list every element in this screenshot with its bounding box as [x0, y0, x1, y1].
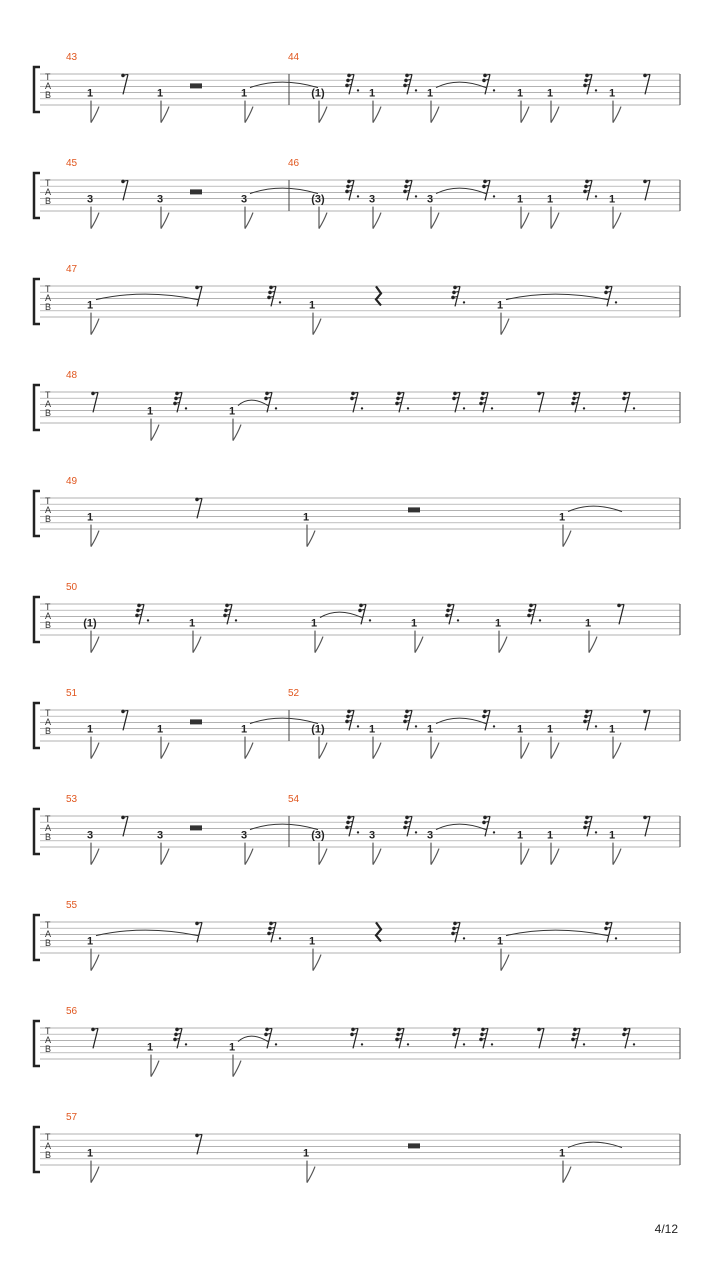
fret-number: 1 — [516, 723, 524, 736]
tab-staff — [0, 582, 720, 688]
note-flag — [161, 849, 169, 865]
tab-clef-letter: B — [45, 1044, 52, 1054]
rest-16th — [264, 392, 277, 413]
rest-16th — [350, 1028, 363, 1049]
rest-8th — [643, 180, 650, 201]
fret-number: (1) — [83, 617, 97, 630]
tab-clef-letter: T — [45, 920, 51, 930]
fret-number: 1 — [156, 87, 164, 100]
tie-arc — [436, 188, 486, 194]
fret-number: 1 — [608, 829, 616, 842]
tab-clef-letter: T — [45, 390, 51, 400]
rest-32nd — [403, 180, 417, 201]
note-flag — [313, 955, 321, 971]
system-bracket — [34, 385, 40, 430]
rest-32nd — [395, 392, 409, 413]
fret-number: 1 — [368, 723, 376, 736]
tie-arc — [506, 294, 608, 300]
note-flag — [245, 743, 253, 759]
rest-32nd — [445, 604, 459, 625]
measure-number: 51 — [66, 688, 78, 699]
fret-number: 1 — [146, 405, 154, 418]
note-flag — [589, 637, 597, 653]
tab-clef-letter: B — [45, 514, 52, 524]
note-flag — [431, 849, 439, 865]
system-bracket — [34, 809, 40, 854]
tab-clef-letter: A — [45, 293, 52, 303]
rest-16th — [604, 286, 617, 307]
tab-clef-letter: T — [45, 178, 51, 188]
fret-number: 1 — [240, 723, 248, 736]
tab-clef-letter: A — [45, 187, 52, 197]
note-flag — [91, 1167, 99, 1183]
rest-16th — [482, 710, 495, 731]
tab-clef-letter: A — [45, 823, 52, 833]
note-flag — [431, 743, 439, 759]
tab-clef-letter: A — [45, 1141, 52, 1151]
tab-staff — [0, 158, 720, 264]
rest-32nd — [345, 710, 359, 731]
tab-clef-letter: A — [45, 1035, 52, 1045]
tie-arc — [436, 718, 486, 724]
note-flag — [91, 107, 99, 123]
fret-number: 1 — [410, 617, 418, 630]
fret-number: 3 — [156, 829, 164, 842]
rest-32nd — [583, 816, 597, 837]
fret-number: 1 — [302, 1147, 310, 1160]
tab-clef-letter: A — [45, 399, 52, 409]
rest-16th — [350, 392, 363, 413]
fret-number: (1) — [311, 723, 325, 736]
fret-number: 1 — [608, 87, 616, 100]
tab-staff — [0, 370, 720, 476]
measure-number: 53 — [66, 794, 78, 805]
note-flag — [315, 637, 323, 653]
note-flag — [319, 107, 327, 123]
note-flag — [233, 1061, 241, 1077]
tab-system — [0, 688, 720, 794]
measure-number: 46 — [288, 158, 300, 169]
measure-number: 55 — [66, 900, 78, 911]
tab-staff — [0, 900, 720, 1006]
note-flag — [501, 319, 509, 335]
fret-number: 1 — [516, 829, 524, 842]
tie-arc — [568, 506, 622, 512]
rest-32nd — [403, 710, 417, 731]
fret-number: 1 — [188, 617, 196, 630]
measure-number: 43 — [66, 52, 78, 63]
tie-arc — [238, 400, 268, 406]
rest-8th — [121, 710, 128, 731]
tab-system — [0, 794, 720, 900]
note-flag — [91, 319, 99, 335]
tab-clef-letter: B — [45, 1150, 52, 1160]
fret-number: 1 — [546, 723, 554, 736]
tab-system — [0, 582, 720, 688]
fret-number: 1 — [228, 1041, 236, 1054]
rest-half — [190, 825, 202, 830]
note-flag — [373, 107, 381, 123]
measure-number: 49 — [66, 476, 78, 487]
rest-8th — [91, 392, 98, 413]
rest-16th — [452, 392, 465, 413]
tab-staff — [0, 52, 720, 158]
tab-clef-letter: T — [45, 496, 51, 506]
note-flag — [151, 425, 159, 441]
fret-number: 1 — [86, 299, 94, 312]
tab-clef-letter: B — [45, 938, 52, 948]
tab-staff — [0, 1112, 720, 1218]
tie-arc — [96, 930, 198, 936]
note-flag — [193, 637, 201, 653]
note-flag — [415, 637, 423, 653]
rest-8th — [537, 1028, 544, 1049]
rest-8th — [643, 710, 650, 731]
fret-number: 1 — [310, 617, 318, 630]
note-flag — [91, 849, 99, 865]
tab-staff — [0, 476, 720, 582]
rest-half — [408, 1143, 420, 1148]
rest-32nd — [267, 286, 281, 307]
fret-number: 1 — [86, 1147, 94, 1160]
tab-staff — [0, 1006, 720, 1112]
rest-32nd — [583, 74, 597, 95]
tie-arc — [250, 82, 318, 88]
rest-8th — [121, 816, 128, 837]
tab-staff — [0, 688, 720, 794]
fret-number: 1 — [546, 87, 554, 100]
rest-16th — [622, 1028, 635, 1049]
fret-number: 3 — [156, 193, 164, 206]
system-bracket — [34, 915, 40, 960]
note-flag — [563, 531, 571, 547]
rest-32nd — [267, 922, 281, 943]
tab-clef-letter: B — [45, 832, 52, 842]
measure-number: 56 — [66, 1006, 78, 1017]
rest-8th — [643, 74, 650, 95]
note-flag — [373, 849, 381, 865]
note-flag — [551, 213, 559, 229]
fret-number: 1 — [426, 87, 434, 100]
tie-arc — [436, 824, 486, 830]
rest-32nd — [135, 604, 149, 625]
tie-arc — [96, 294, 198, 300]
tab-system — [0, 52, 720, 158]
note-flag — [91, 637, 99, 653]
fret-number: 3 — [368, 829, 376, 842]
tie-arc — [250, 824, 318, 830]
fret-number: (3) — [311, 193, 325, 206]
note-flag — [161, 107, 169, 123]
note-flag — [91, 531, 99, 547]
measure-number: 48 — [66, 370, 78, 381]
tie-arc — [506, 930, 608, 936]
rest-half — [190, 189, 202, 194]
tab-clef-letter: T — [45, 1026, 51, 1036]
fret-number: 1 — [608, 193, 616, 206]
fret-number: 3 — [426, 193, 434, 206]
fret-number: 1 — [546, 193, 554, 206]
note-flag — [613, 107, 621, 123]
fret-number: 1 — [496, 299, 504, 312]
measure-number: 52 — [288, 688, 300, 699]
fret-number: 1 — [546, 829, 554, 842]
rest-32nd — [403, 816, 417, 837]
fret-number: (3) — [311, 829, 325, 842]
tab-clef-letter: B — [45, 196, 52, 206]
fret-number: 3 — [86, 193, 94, 206]
rest-32nd — [479, 392, 493, 413]
note-flag — [373, 743, 381, 759]
tie-arc — [320, 612, 362, 618]
rest-32nd — [583, 710, 597, 731]
rest-32nd — [583, 180, 597, 201]
tie-arc — [436, 82, 486, 88]
fret-number: 1 — [494, 617, 502, 630]
fret-number: 1 — [308, 935, 316, 948]
rest-half — [190, 83, 202, 88]
fret-number: 1 — [584, 617, 592, 630]
rest-16th — [482, 816, 495, 837]
note-flag — [521, 107, 529, 123]
note-flag — [613, 743, 621, 759]
system-bracket — [34, 1127, 40, 1172]
tab-staff — [0, 794, 720, 900]
note-flag — [319, 213, 327, 229]
fret-number: 1 — [558, 1147, 566, 1160]
measure-number: 47 — [66, 264, 78, 275]
tie-arc — [238, 1036, 268, 1042]
tab-clef-letter: A — [45, 81, 52, 91]
measure-number: 57 — [66, 1112, 78, 1123]
system-bracket — [34, 597, 40, 642]
tab-system — [0, 476, 720, 582]
rest-8th — [195, 286, 202, 307]
fret-number: 3 — [240, 193, 248, 206]
rest-32nd — [395, 1028, 409, 1049]
rest-half — [408, 507, 420, 512]
fret-number: 1 — [308, 299, 316, 312]
tie-arc — [568, 1142, 622, 1148]
note-flag — [91, 213, 99, 229]
tab-clef-letter: A — [45, 611, 52, 621]
rest-32nd — [345, 74, 359, 95]
system-bracket — [34, 67, 40, 112]
tab-clef-letter: T — [45, 814, 51, 824]
tab-clef-letter: A — [45, 505, 52, 515]
tab-clef-letter: T — [45, 1132, 51, 1142]
tab-clef-letter: B — [45, 90, 52, 100]
tab-clef-letter: B — [45, 302, 52, 312]
tab-clef-letter: T — [45, 708, 51, 718]
measure-number: 44 — [288, 52, 300, 63]
fret-number: 3 — [86, 829, 94, 842]
rest-8th — [91, 1028, 98, 1049]
note-flag — [431, 107, 439, 123]
fret-number: 1 — [496, 935, 504, 948]
rest-32nd — [479, 1028, 493, 1049]
rest-32nd — [403, 74, 417, 95]
note-flag — [521, 743, 529, 759]
note-flag — [613, 849, 621, 865]
rest-16th — [264, 1028, 277, 1049]
tab-clef-letter: B — [45, 408, 52, 418]
note-flag — [521, 213, 529, 229]
note-flag — [245, 213, 253, 229]
fret-number: 3 — [240, 829, 248, 842]
note-flag — [233, 425, 241, 441]
tab-staff — [0, 264, 720, 370]
fret-number: 1 — [426, 723, 434, 736]
rest-quarter — [376, 922, 381, 941]
note-flag — [319, 849, 327, 865]
note-flag — [551, 743, 559, 759]
note-flag — [307, 531, 315, 547]
note-flag — [245, 849, 253, 865]
page-number: 4/12 — [654, 1222, 678, 1236]
note-flag — [563, 1167, 571, 1183]
fret-number: (1) — [311, 87, 325, 100]
note-flag — [521, 849, 529, 865]
rest-8th — [195, 498, 202, 519]
tab-clef-letter: B — [45, 726, 52, 736]
note-flag — [431, 213, 439, 229]
fret-number: 1 — [156, 723, 164, 736]
fret-number: 1 — [146, 1041, 154, 1054]
note-flag — [151, 1061, 159, 1077]
tie-arc — [250, 718, 318, 724]
rest-8th — [121, 180, 128, 201]
rest-32nd — [571, 1028, 585, 1049]
rest-16th — [604, 922, 617, 943]
note-flag — [161, 743, 169, 759]
tab-system — [0, 370, 720, 476]
note-flag — [161, 213, 169, 229]
fret-number: 1 — [86, 87, 94, 100]
rest-8th — [121, 74, 128, 95]
note-flag — [307, 1167, 315, 1183]
system-bracket — [34, 703, 40, 748]
measure-number: 45 — [66, 158, 78, 169]
fret-number: 1 — [516, 193, 524, 206]
tab-system — [0, 264, 720, 370]
tab-clef-letter: T — [45, 72, 51, 82]
note-flag — [313, 319, 321, 335]
rest-8th — [195, 1134, 202, 1155]
rest-16th — [358, 604, 371, 625]
system-bracket — [34, 491, 40, 536]
rest-32nd — [451, 286, 465, 307]
rest-quarter — [376, 286, 381, 305]
note-flag — [501, 955, 509, 971]
fret-number: 1 — [516, 87, 524, 100]
fret-number: 1 — [86, 511, 94, 524]
fret-number: 1 — [240, 87, 248, 100]
tab-clef-letter: T — [45, 602, 51, 612]
measure-number: 50 — [66, 582, 78, 593]
note-flag — [551, 849, 559, 865]
rest-16th — [482, 74, 495, 95]
rest-32nd — [223, 604, 237, 625]
note-flag — [613, 213, 621, 229]
tab-system — [0, 1006, 720, 1112]
fret-number: 1 — [228, 405, 236, 418]
rest-8th — [643, 816, 650, 837]
fret-number: 1 — [558, 511, 566, 524]
tab-system — [0, 158, 720, 264]
note-flag — [551, 107, 559, 123]
tab-system — [0, 1112, 720, 1218]
rest-8th — [617, 604, 624, 625]
fret-number: 1 — [608, 723, 616, 736]
system-bracket — [34, 173, 40, 218]
rest-32nd — [345, 180, 359, 201]
rest-half — [190, 719, 202, 724]
rest-8th — [195, 922, 202, 943]
note-flag — [91, 743, 99, 759]
fret-number: 3 — [368, 193, 376, 206]
system-bracket — [34, 1021, 40, 1066]
fret-number: 1 — [86, 723, 94, 736]
measure-number: 54 — [288, 794, 300, 805]
note-flag — [319, 743, 327, 759]
rest-16th — [622, 392, 635, 413]
fret-number: 3 — [426, 829, 434, 842]
tie-arc — [250, 188, 318, 194]
rest-16th — [452, 1028, 465, 1049]
rest-32nd — [173, 392, 187, 413]
note-flag — [245, 107, 253, 123]
tab-clef-letter: A — [45, 929, 52, 939]
rest-32nd — [571, 392, 585, 413]
note-flag — [499, 637, 507, 653]
tab-clef-letter: A — [45, 717, 52, 727]
rest-32nd — [451, 922, 465, 943]
rest-8th — [537, 392, 544, 413]
tab-clef-letter: B — [45, 620, 52, 630]
rest-32nd — [527, 604, 541, 625]
rest-32nd — [173, 1028, 187, 1049]
system-bracket — [34, 279, 40, 324]
note-flag — [91, 955, 99, 971]
note-flag — [373, 213, 381, 229]
fret-number: 1 — [368, 87, 376, 100]
rest-16th — [482, 180, 495, 201]
rest-32nd — [345, 816, 359, 837]
fret-number: 1 — [86, 935, 94, 948]
tab-clef-letter: T — [45, 284, 51, 294]
fret-number: 1 — [302, 511, 310, 524]
tab-system — [0, 900, 720, 1006]
